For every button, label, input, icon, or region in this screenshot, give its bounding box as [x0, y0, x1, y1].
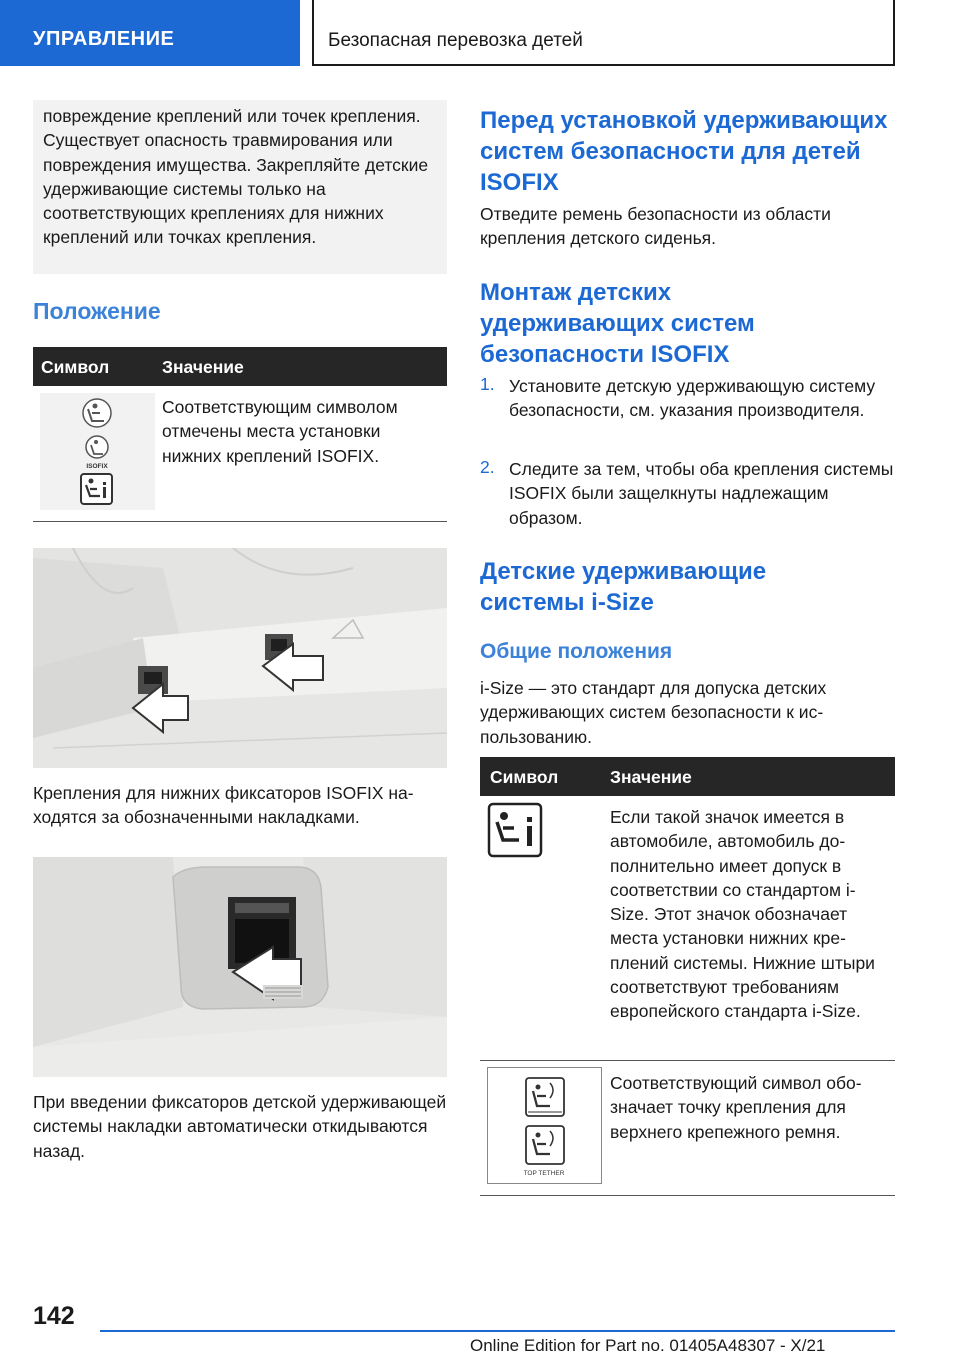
step-2-number: 2.	[480, 457, 495, 477]
isize-seat-icon	[487, 802, 543, 858]
step-2-text: Следите за тем, чтобы оба крепления системы ISOFIX были защелкнуты надлежащим образом.	[509, 459, 894, 528]
top-tether-icon-cell	[487, 1067, 602, 1184]
table1-bottom-rule	[33, 521, 447, 522]
step-1-text: Установите детскую удерживающую систему безопасности, см. указания производителя.	[509, 376, 876, 421]
isofix-cover-photo	[33, 857, 447, 1077]
table2-header	[480, 757, 895, 796]
chapter-title: Безопасная перевозка детей	[328, 30, 583, 51]
heading-mount: Монтаж детских удерживающих систем безопасности ISOFIX	[480, 279, 755, 368]
chapter-header	[312, 0, 895, 66]
table1-col-symbol: Символ	[41, 357, 110, 377]
section-tab	[0, 0, 300, 66]
isofix-seat-icon	[40, 393, 155, 510]
table1-row1-text: Соответствующим символом отмечены места установки нижних креплений ISOFIX.	[162, 397, 398, 466]
table1-col-meaning: Значение	[162, 357, 244, 377]
para-before-install: Отведите ремень безопасности из области крепления детского сиденья.	[480, 204, 831, 249]
para-isize: i-Size — это стандарт для допуска детских удерживающих систем безопасности к использованию.	[480, 678, 827, 747]
isofix-icon-cell	[40, 393, 155, 510]
heading-position: Положение	[33, 298, 161, 324]
heading-isize: Детские удерживающие системы i-Size	[480, 558, 767, 616]
caption-photo1: Крепления для нижних фиксаторов ISOFIX находятся за обозначенными накладками.	[33, 783, 414, 828]
isofix-label: ISOFIX	[86, 463, 108, 470]
table2-col-symbol: Символ	[490, 767, 559, 787]
table1-header	[33, 347, 447, 386]
heading-general: Общие положения	[480, 640, 673, 663]
table2-col-meaning: Значение	[610, 767, 692, 787]
page-number: 142	[33, 1302, 75, 1330]
top-tether-label: TOP TETHER	[523, 1170, 565, 1177]
section-title: УПРАВЛЕНИЕ	[33, 28, 175, 50]
footer-rule	[100, 1330, 895, 1332]
caption-photo2: При введении фиксаторов детской удерживающей системы накладки автоматически откидываются назад.	[33, 1092, 447, 1161]
warning-box: повреждение креплений или точек крепления. Существует опасность травмирования или повреждения имущества. Закрепляйте детские удерживающие системы только на соответствующих креплениях для нижних креплений или точках крепления.	[33, 100, 447, 274]
heading-before-install: Перед установкой удерживающих систем безопасности для детей ISOFIX	[480, 107, 888, 196]
table2-row1-text: Если такой значок имеется в автомобиле, автомобиль дополнительно имеет допуск в соответствии со стандартом i-Size. Этот значок обозначает места установки нижних креплений системы. Нижние штыри соответствуют требованиям европейского стандарта i-Size.	[610, 807, 875, 1022]
step-1-number: 1.	[480, 374, 495, 394]
table2-bottom-rule	[480, 1195, 895, 1196]
isize-icon-cell	[487, 802, 543, 858]
table2-row2-text: Соответствующий символ обозначает точку крепления для верхнего крепежного ремня.	[610, 1073, 862, 1142]
isofix-seat-photo	[33, 548, 447, 768]
table2-mid-rule	[480, 1060, 895, 1061]
footer-edition: Online Edition for Part no. 01405A48307 - X/21	[470, 1336, 826, 1355]
top-tether-icon	[488, 1068, 601, 1183]
